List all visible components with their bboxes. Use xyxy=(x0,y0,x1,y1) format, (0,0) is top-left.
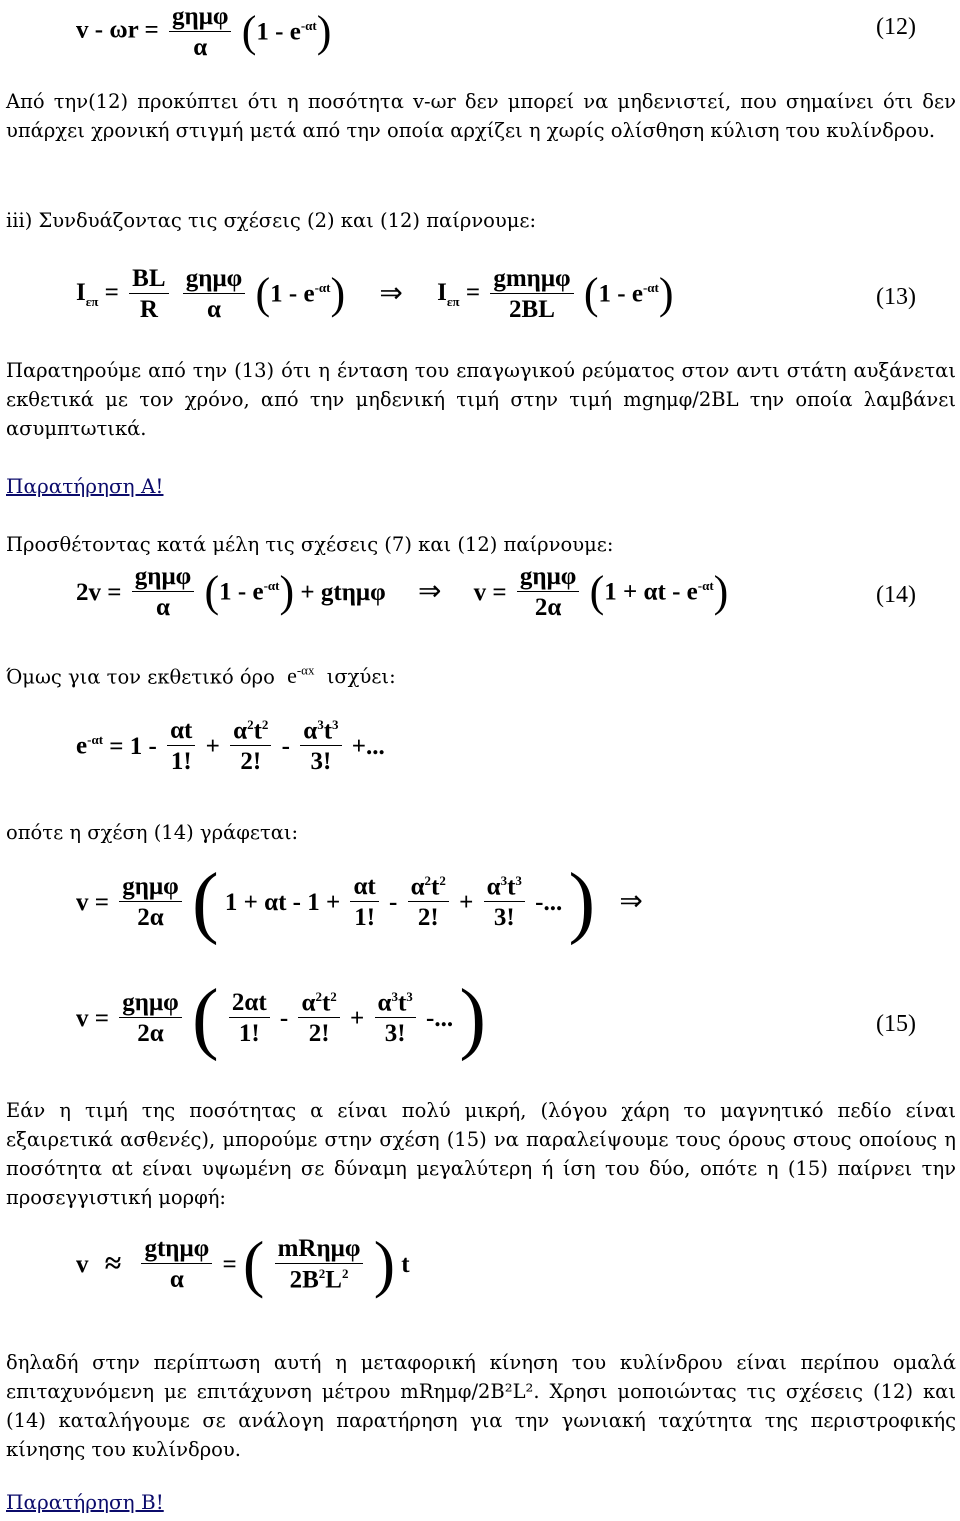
eq14-paren1: 1 - e xyxy=(219,578,264,606)
series-t3-t-sup: 3 xyxy=(332,717,339,732)
eq13-left-lhs: I xyxy=(76,279,86,306)
eq13-eq-sign-2: = xyxy=(465,279,481,306)
eqf-tail: t xyxy=(401,1250,410,1278)
eqf-frac2-den xyxy=(287,1264,352,1292)
eqf-lhs: v xyxy=(76,1250,89,1278)
paragraph-5 xyxy=(6,656,956,691)
implies-arrow: ⇒ xyxy=(619,886,643,917)
eq13-number: (13) xyxy=(876,284,916,310)
eq13-frac3-den: 2BL xyxy=(509,296,555,323)
eqv1-term-1 xyxy=(350,874,378,930)
eq12-fraction xyxy=(169,4,231,60)
eq13-paren-content: 1 - e xyxy=(270,280,315,308)
eqv1-fraction xyxy=(119,874,181,930)
paragraph-7: Εάν η τιμή της ποσότητας α είναι πολύ μικρή, (λόγου χάρη το μαγνητικό πεδίο είναι εξαιρετικά ασθενές), μπορούμε στην σχέση (15) να παραλείψουμε τους όρους στους οποίους η ποσότητα αt είναι υψωμένη σε δύναμη μεγαλύτερη ή ίση του δύο, οπότε η (15) παίρνει την προσεγγιστική μορφή: xyxy=(6,1099,956,1209)
eqv1-t3-alpha: α xyxy=(486,873,501,901)
paragraph-1: Από την(12) προκύπτει ότι η ποσότητα v-ωr δεν μπορεί να μηδενιστεί, που σημαίνει ότι δεν υπάρχει χρονική στιγμή μετά από την οποία αρχίζει η χωρίς ολίσθηση κύλιση του κυλίνδρου. xyxy=(6,90,956,142)
p5-exp-base: e xyxy=(287,663,297,689)
series-t2-t: t xyxy=(253,717,262,745)
eqv1-term-3 xyxy=(484,874,525,930)
eq12-frac-den: α xyxy=(193,34,208,61)
eq15-term-1 xyxy=(229,990,270,1046)
eqv1-t2-t: t xyxy=(431,873,440,901)
series-t3-num xyxy=(300,718,341,746)
series-lhs: e xyxy=(76,732,88,760)
series-op1: + xyxy=(205,732,220,760)
eq15-t2-den: 2! xyxy=(308,1020,330,1048)
eq14-frac1-den: α xyxy=(156,594,170,621)
equation-13: $I_{\varepsilon\pi}$ = $\frac{BL}{R}$ $\frac{\text{gημφ}}{\alpha}$ $(1 - e^{-\alpha t})$ ⇒ $I_{\varepsilon\pi}$ = $\frac{\text{gmημφ}}{2BL}$ $(1 - e^{-\alpha t})$ xyxy=(76,265,674,323)
eq15-t2-num xyxy=(298,990,339,1018)
eq15-number: (15) xyxy=(876,1011,916,1037)
equation-v-expanded: v = $\frac{\text{gημφ}}{2\alpha}$ ( 1 + αt - 1 + $\frac{\alpha t}{1!}$ - $\frac{\alpha^2t^2}{2!}$ + $\frac{\alpha^3t^3}{3!}$ -... ) ⇒ xyxy=(76,858,643,946)
eq15-t3-alpha: α xyxy=(377,989,392,1017)
heading-observation-b: Παρατήρηση Β! xyxy=(6,1490,164,1514)
eqv1-t3-den: 3! xyxy=(493,904,515,932)
paragraph-6: οπότε η σχέση (14) γράφεται: xyxy=(6,821,299,844)
eq13-frac3-num: gmημφ xyxy=(490,266,573,294)
eqf-den-l-sup: 2 xyxy=(341,1265,349,1281)
equation-14: 2v = $\frac{\text{gημφ}}{\alpha}$ $(1 - e^{-\alpha t}) + gt\eta\mu\varphi$ ⇒ v = $\frac{\text{gημφ}}{2\alpha}$ $(1 + \alpha t - e^{-\alpha t})$ xyxy=(76,563,729,621)
eq13-frac1-num: BL xyxy=(129,266,168,294)
equation-12: v - ωr = $\frac{\text{gημφ}}{\alpha}$ $(1 - e^{-\alpha t})$ xyxy=(76,3,332,61)
eqf-fraction-1 xyxy=(141,1236,212,1292)
eq15-t2-alpha: α xyxy=(301,989,316,1017)
eq14-frac1-num: gημφ xyxy=(132,564,194,592)
eq15-frac-num: gημφ xyxy=(119,990,181,1018)
eq15-op1: - xyxy=(279,1004,289,1032)
eqv1-t3-alpha-sup: 3 xyxy=(500,872,508,888)
paragraph-3: Παρατηρούμε από την (13) ότι η ένταση του επαγωγικού ρεύματος στον αντι στάτη αυξάνεται εκθετικά με τον χρόνο, από την μηδενική τιμή στην τιμή mgημφ/2BL την οποία λαμβάνει ασυμπτωτικά. xyxy=(6,359,956,440)
eq15-t2-t: t xyxy=(321,989,331,1017)
eq15-t3-num xyxy=(375,990,416,1018)
eq14-plus-term: + gtημφ xyxy=(300,578,386,606)
eq14-sup2: -αt xyxy=(697,578,714,594)
series-t3-den: 3! xyxy=(310,748,332,776)
eq14-number: (14) xyxy=(876,582,916,608)
eq14-fraction-2 xyxy=(517,564,579,620)
eqv1-op2: + xyxy=(459,888,474,916)
series-t3-alpha: α xyxy=(303,717,318,745)
paragraph-2: iii) Συνδυάζοντας τις σχέσεις (2) και (12) παίρνουμε: xyxy=(6,209,537,232)
eqv1-frac-den: 2α xyxy=(137,904,164,931)
eq13-frac2-num: gημφ xyxy=(183,266,245,294)
eqv1-t2-t-sup: 2 xyxy=(439,872,446,888)
eq15-frac-den: 2α xyxy=(137,1020,164,1047)
eq12-lhs: v - ωr = xyxy=(76,16,159,44)
eqf-frac1-num: gtημφ xyxy=(141,1236,212,1264)
eq14-lhs: 2v = xyxy=(76,578,122,606)
series-t2-num xyxy=(230,718,271,746)
eq13-sup-2: -αt xyxy=(642,280,659,296)
approx-sign: ≈ xyxy=(104,1247,122,1280)
eq13-fraction-1 xyxy=(129,266,168,322)
eqf-den-l: L xyxy=(325,1266,342,1294)
eq15-tail: -... xyxy=(426,1004,454,1032)
eq14-paren2: 1 + αt - e xyxy=(604,578,698,606)
eq13-paren-content-2: 1 - e xyxy=(598,280,643,308)
eq15-lhs: v = xyxy=(76,1004,109,1032)
eq15-op2: + xyxy=(350,1004,365,1032)
series-tail: +... xyxy=(351,732,385,760)
eq15-t3-den: 3! xyxy=(384,1020,406,1048)
eq12-sup: -αt xyxy=(300,18,317,34)
eqv1-t3-t: t xyxy=(507,873,516,901)
eqv1-lhs: v = xyxy=(76,888,109,916)
series-t3-alpha-sup: 3 xyxy=(317,717,324,732)
eq15-t3-alpha-sup: 3 xyxy=(391,988,398,1004)
series-t1-den: 1! xyxy=(170,748,192,776)
eq15-term-2 xyxy=(298,990,339,1046)
paragraph-4: Προσθέτοντας κατά μέλη τις σχέσεις (7) και (12) παίρνουμε: xyxy=(6,533,614,556)
eq13-frac1-den: R xyxy=(139,296,158,323)
eqv1-t3-num xyxy=(484,874,525,902)
eq13-fraction-2 xyxy=(183,266,245,322)
implies-arrow: ⇒ xyxy=(417,576,442,607)
equation-15: v = $\frac{\text{gημφ}}{2\alpha}$ ( $\frac{2\alpha t}{1!}$ - $\frac{\alpha^2t^2}{2!}$ + $\frac{\alpha^3t^3}{3!}$ -... ) xyxy=(76,974,487,1062)
eqv1-op1: - xyxy=(389,888,398,916)
eq15-t3-t-sup: 3 xyxy=(406,988,413,1004)
eq15-t1-den: 1! xyxy=(238,1020,260,1047)
implies-arrow: ⇒ xyxy=(379,278,403,309)
series-op2: - xyxy=(281,732,290,760)
series-t2-alpha: α xyxy=(233,717,248,745)
eq13-left-sub: επ xyxy=(85,294,99,309)
eqf-den-b-sup: 2 xyxy=(318,1265,326,1281)
series-lhs-sup: -αt xyxy=(87,732,104,748)
eq13-fraction-3 xyxy=(490,266,573,322)
eqv1-t3-t-sup: 3 xyxy=(515,872,522,888)
eqf-frac2-num: mRημφ xyxy=(275,1236,364,1264)
eq15-t2-t-sup: 2 xyxy=(330,988,337,1004)
eqv1-t2-alpha-sup: 2 xyxy=(424,872,432,888)
p5-exp-sup: -αx xyxy=(296,663,315,678)
p5-post: ισχύει: xyxy=(326,665,396,689)
eq12-paren-content: 1 - e xyxy=(256,18,301,46)
heading-observation-a: Παρατήρηση Α! xyxy=(6,474,164,498)
eq14-frac2-num: gημφ xyxy=(517,564,579,592)
eqf-frac1-den: α xyxy=(169,1266,184,1293)
eq15-t1-num: 2αt xyxy=(229,990,270,1018)
eqf-den-b: 2B xyxy=(289,1266,319,1294)
equation-approx: v ≈ $\frac{\text{gtημφ}}{\alpha}$ = ( $\frac{\text{mRημφ}}{2B^2L^2}$ ) t xyxy=(76,1228,410,1299)
p5-pre: Όμως για τον εκθετικό όρο xyxy=(6,665,275,689)
eq15-fraction xyxy=(119,990,181,1046)
eq13-frac2-den: α xyxy=(207,296,221,323)
paragraph-8: δηλαδή στην περίπτωση αυτή η μεταφορική κίνηση του κυλίνδρου είναι περίπου ομαλά επιταχυνόμενη με επιτάχυνση μέτρου mRημφ/2B²L². Χρησι μοποιώντας τις σχέσεις (12) και (14) καταλήγουμε σε ανάλογη παρατήρηση για την γωνιακή ταχύτητα της περιστροφικής κίνησης του κυλίνδρου. xyxy=(6,1351,956,1461)
eq15-t2-alpha-sup: 2 xyxy=(315,988,322,1004)
series-term-2 xyxy=(230,718,271,774)
eq15-term-3 xyxy=(375,990,416,1046)
eq12-frac-num: gημφ xyxy=(169,4,231,32)
eq14-rhs-lhs: v = xyxy=(473,578,507,606)
equation-series xyxy=(76,718,385,774)
series-eq: = 1 - xyxy=(109,732,157,760)
eqv1-inner: 1 + αt - 1 + xyxy=(224,888,341,916)
eqv1-tail: -... xyxy=(535,888,563,916)
series-term-1 xyxy=(167,718,195,774)
series-t2-den: 2! xyxy=(240,748,262,776)
eq15-t3-t: t xyxy=(397,989,407,1017)
eqv1-t1-num: αt xyxy=(350,874,378,902)
eq13-right-lhs: I xyxy=(437,279,447,306)
series-t2-alpha-sup: 2 xyxy=(247,717,254,732)
eq14-frac2-den: 2α xyxy=(534,594,562,621)
eq14-fraction-1 xyxy=(132,564,194,620)
eqv1-t1-den: 1! xyxy=(354,904,376,931)
eqv1-t2-num xyxy=(408,874,449,902)
eq13-right-sub: επ xyxy=(446,294,460,309)
eq13-sup: -αt xyxy=(314,280,331,296)
series-t1-num: αt xyxy=(167,718,195,746)
eqv1-t2-alpha: α xyxy=(410,873,425,901)
eqv1-term-2 xyxy=(408,874,449,930)
eq12-number: (12) xyxy=(876,14,916,40)
series-t3-t: t xyxy=(323,717,333,745)
eq14-sup1: -αt xyxy=(263,578,280,594)
eqv1-frac-num: gημφ xyxy=(119,874,181,902)
series-t2-t-sup: 2 xyxy=(261,717,269,732)
p5-exp xyxy=(287,663,314,688)
eqf-fraction-2 xyxy=(275,1236,364,1292)
eq13-eq-sign: = xyxy=(104,279,119,306)
eqf-eq: = xyxy=(222,1250,237,1278)
series-term-3 xyxy=(300,718,341,774)
eqv1-t2-den: 2! xyxy=(417,904,439,932)
